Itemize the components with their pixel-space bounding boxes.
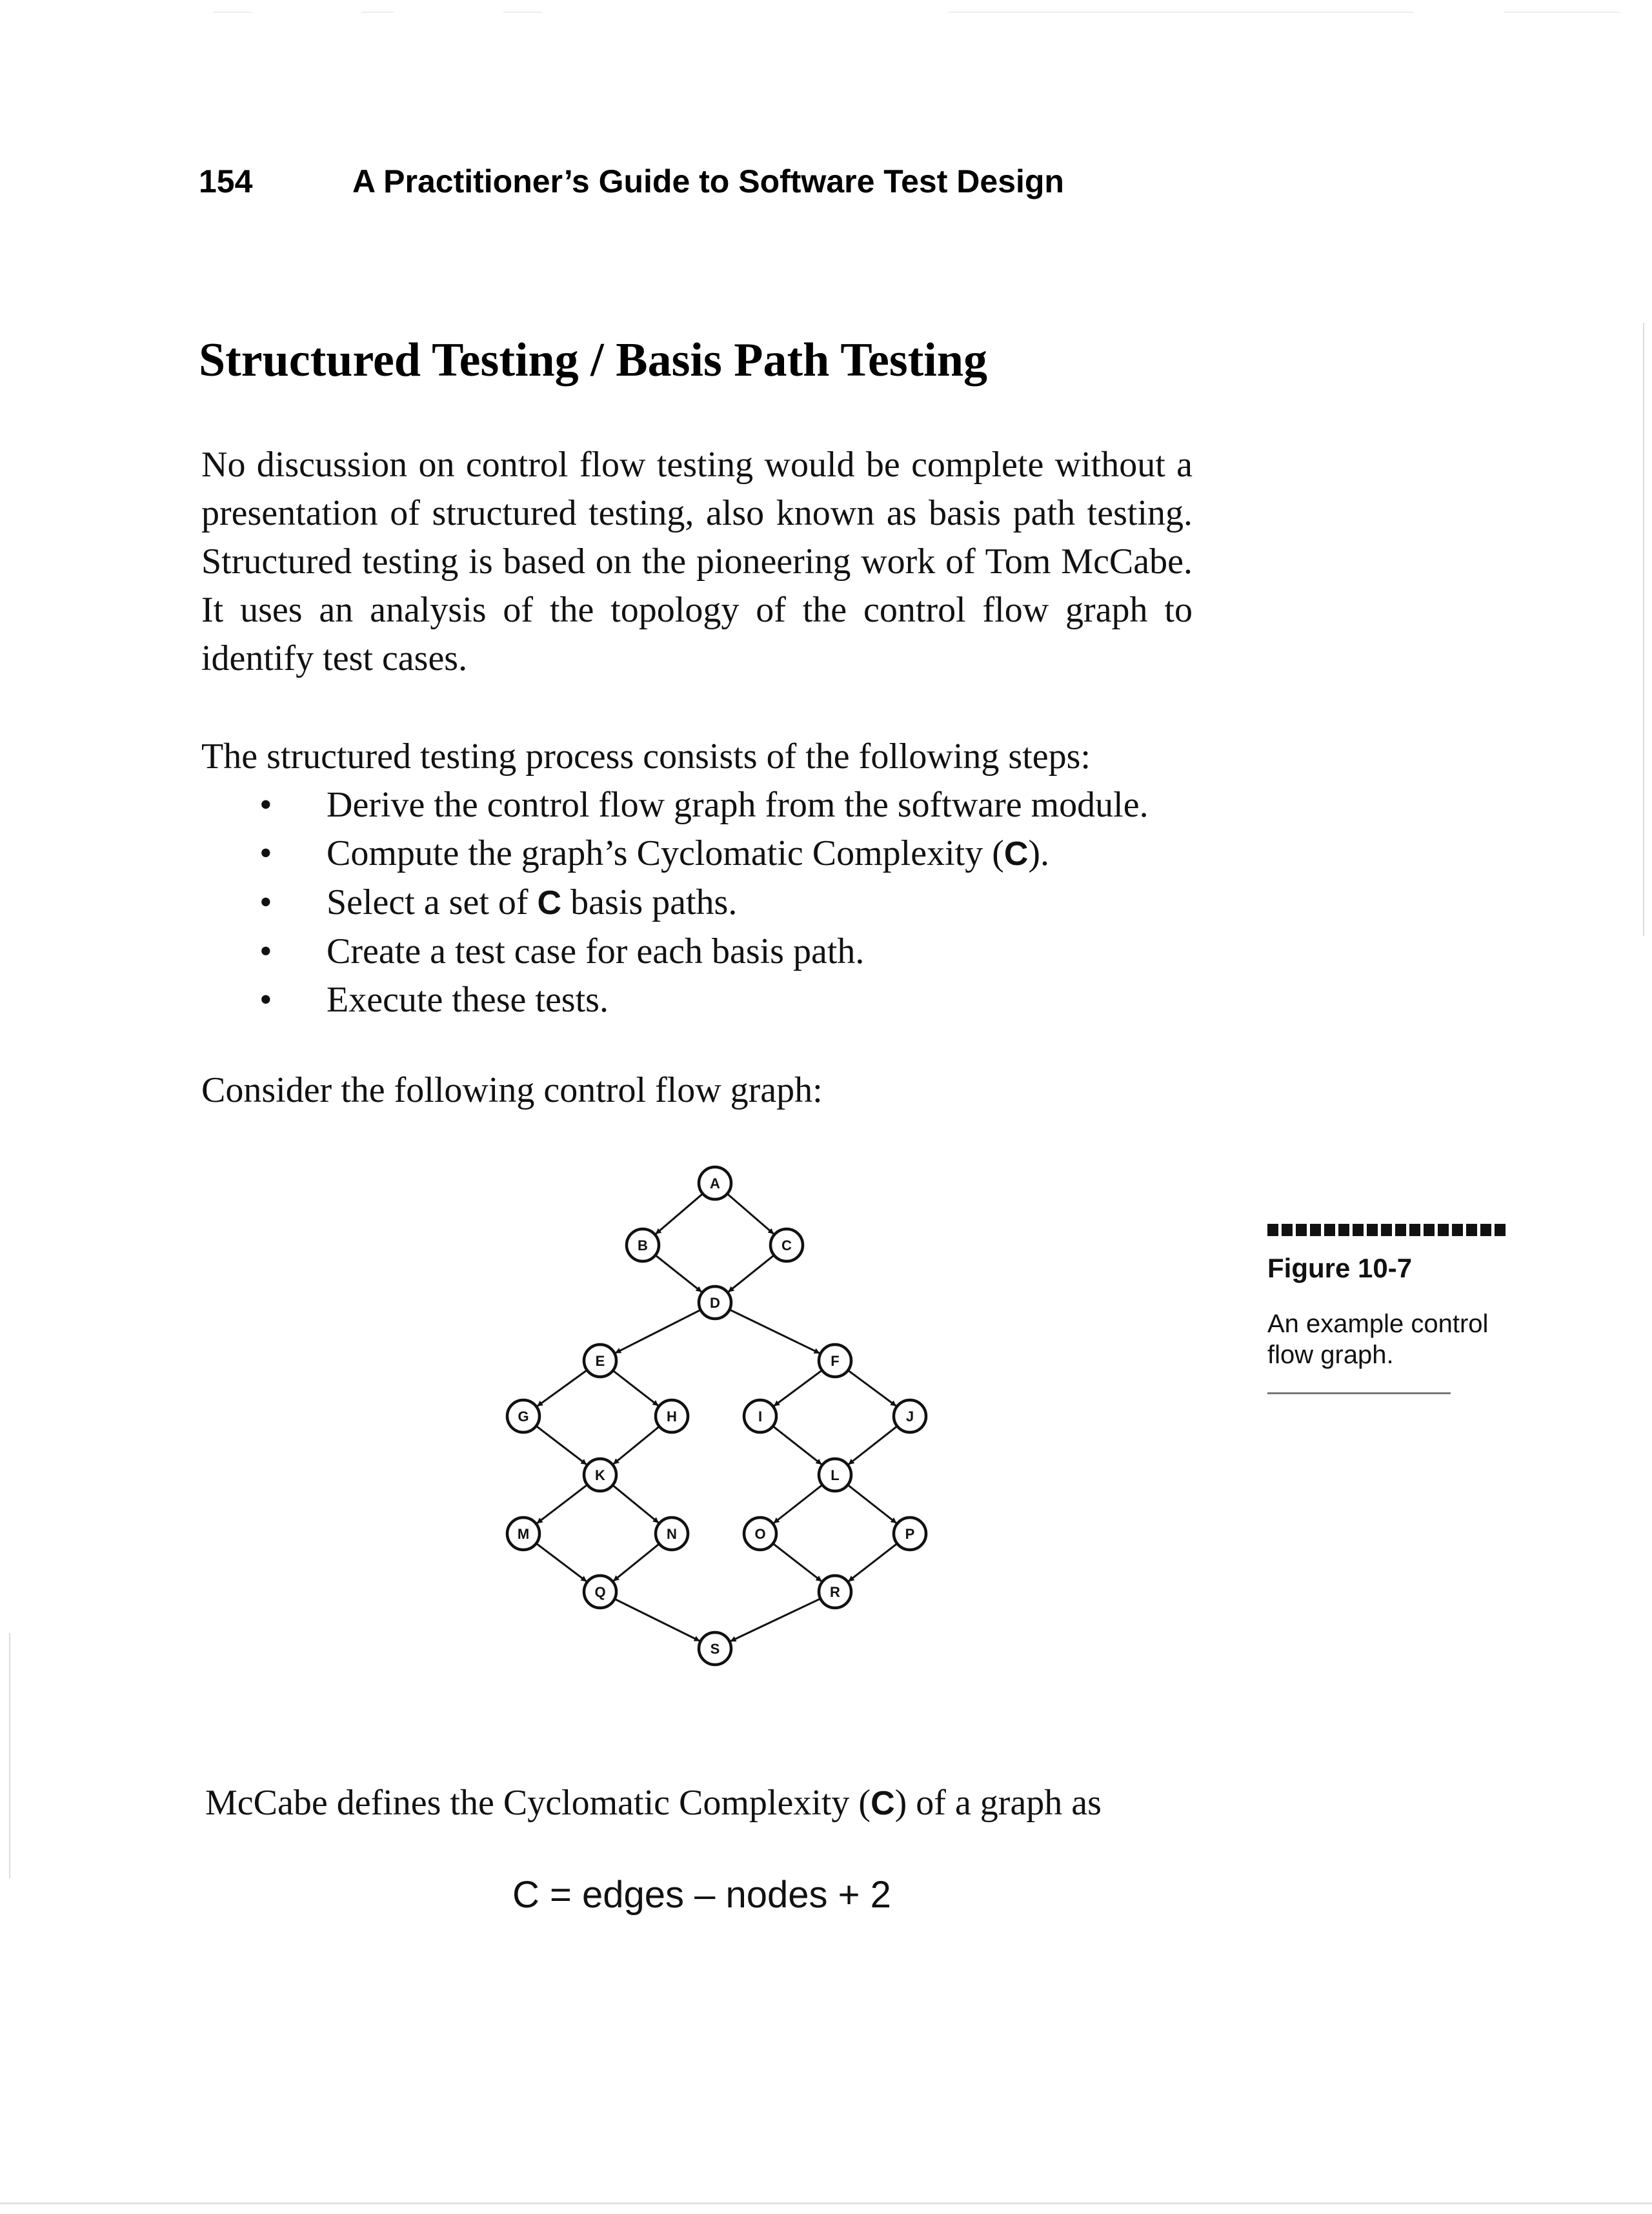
bullet-icon: • xyxy=(259,833,272,873)
bullet-icon: • xyxy=(259,931,272,971)
step-text: Derive the control flow graph from the software module. xyxy=(327,785,1149,825)
edge-L-P xyxy=(848,1485,897,1523)
edge-R-S xyxy=(730,1599,821,1641)
node-K xyxy=(584,1459,616,1491)
node-label: C xyxy=(781,1237,792,1254)
step-text-before: Select a set of xyxy=(327,882,538,922)
intro-paragraph: No discussion on control flow testing would be complete without a presentation of structured testing, also known as basis path testing. Structured testing is based on the pioneering work of Tom McCabe. It uses an analysis of the topology of the control flow graph to identify test cases. xyxy=(201,445,1193,678)
complexity-symbol: C xyxy=(871,1785,895,1822)
step-text-after: basis paths. xyxy=(561,882,738,922)
edge-I-L xyxy=(773,1426,822,1465)
node-label: H xyxy=(667,1408,677,1425)
edge-E-G xyxy=(537,1370,587,1407)
scan-mark-left xyxy=(9,1633,10,1878)
edge-K-M xyxy=(537,1485,587,1523)
running-header xyxy=(199,163,1064,200)
steps-list xyxy=(201,781,1234,1024)
steps-block xyxy=(201,733,1234,1024)
node-label: Q xyxy=(594,1584,606,1600)
node-O xyxy=(744,1518,776,1550)
node-label: B xyxy=(638,1237,648,1254)
node-F xyxy=(819,1345,851,1377)
node-G xyxy=(507,1400,539,1432)
edge-M-Q xyxy=(536,1543,587,1581)
section-heading: Structured Testing / Basis Path Testing xyxy=(199,334,987,387)
node-label: I xyxy=(758,1408,763,1425)
bullet-icon: • xyxy=(259,980,272,1020)
node-P xyxy=(894,1518,926,1550)
edge-K-N xyxy=(612,1485,659,1523)
edge-F-J xyxy=(848,1370,896,1407)
node-M xyxy=(507,1518,539,1550)
step-item xyxy=(201,878,1234,928)
step-item xyxy=(201,928,1234,976)
figure-caption-text: An example control flow graph. xyxy=(1267,1310,1489,1369)
node-S xyxy=(699,1632,731,1665)
node-label: F xyxy=(831,1353,840,1369)
bullet-icon: • xyxy=(259,785,272,825)
node-label: K xyxy=(595,1467,605,1483)
scan-mark-right xyxy=(1643,323,1644,936)
definition-sentence xyxy=(205,1779,1102,1828)
node-label: N xyxy=(667,1526,677,1542)
edge-A-B xyxy=(656,1193,703,1234)
node-label: L xyxy=(831,1467,840,1483)
node-label: A xyxy=(710,1175,720,1192)
page-edge-bottom xyxy=(0,2202,1652,2204)
step-item xyxy=(201,781,1234,829)
graph-intro: Consider the following control flow graph: xyxy=(201,1070,823,1110)
figure-caption xyxy=(1267,1224,1513,1394)
step-text-before: Compute the graph’s Cyclomatic Complexity ( xyxy=(327,833,1004,873)
definition-before: McCabe defines the Cyclomatic Complexity ( xyxy=(205,1783,871,1823)
node-H xyxy=(656,1400,688,1432)
node-label: J xyxy=(905,1408,914,1425)
control-flow-graph xyxy=(490,1149,942,1691)
node-A xyxy=(699,1167,731,1199)
cyclomatic-formula: C = edges – nodes + 2 xyxy=(512,1874,891,1916)
step-text: Execute these tests. xyxy=(327,980,609,1020)
node-L xyxy=(819,1459,851,1491)
edge-Q-S xyxy=(614,1599,700,1641)
node-I xyxy=(744,1400,776,1432)
node-E xyxy=(584,1345,616,1377)
edge-D-E xyxy=(615,1310,700,1353)
definition-after: ) of a graph as xyxy=(894,1783,1102,1823)
edge-D-F xyxy=(730,1310,820,1354)
node-label: D xyxy=(710,1295,720,1311)
node-J xyxy=(894,1400,926,1432)
step-text-after: ). xyxy=(1028,833,1050,873)
edge-F-I xyxy=(774,1370,822,1407)
caption-rule-top xyxy=(1267,1224,1507,1236)
edge-L-O xyxy=(774,1485,823,1523)
node-B xyxy=(627,1229,659,1261)
step-item xyxy=(201,829,1234,878)
step-text: Create a test case for each basis path. xyxy=(327,931,865,971)
caption-rule-bottom xyxy=(1267,1392,1451,1394)
node-C xyxy=(771,1229,803,1261)
node-label: M xyxy=(517,1526,530,1542)
edge-H-K xyxy=(613,1427,660,1465)
edge-C-D xyxy=(728,1255,774,1292)
complexity-symbol: C xyxy=(537,884,562,922)
page-edge-top xyxy=(0,12,1652,13)
edge-G-K xyxy=(536,1426,587,1465)
edge-E-H xyxy=(613,1370,659,1406)
node-label: E xyxy=(595,1353,605,1369)
page-number: 154 xyxy=(199,163,253,199)
edge-O-R xyxy=(773,1543,822,1581)
edge-J-L xyxy=(849,1426,898,1465)
book-title: A Practitioner’s Guide to Software Test Design xyxy=(352,163,1064,199)
node-D xyxy=(699,1286,731,1319)
steps-intro: The structured testing process consists of the following steps: xyxy=(201,736,1091,777)
node-Q xyxy=(584,1576,616,1608)
node-label: R xyxy=(830,1584,840,1600)
step-item xyxy=(201,976,1234,1024)
node-label: S xyxy=(710,1641,720,1657)
edge-P-R xyxy=(849,1543,898,1581)
complexity-symbol: C xyxy=(1003,835,1029,873)
node-N xyxy=(656,1518,688,1550)
edge-A-C xyxy=(727,1193,774,1234)
edge-B-D xyxy=(656,1255,702,1292)
bullet-icon: • xyxy=(259,882,272,922)
node-label: O xyxy=(754,1526,766,1542)
edge-N-Q xyxy=(613,1544,659,1581)
node-label: P xyxy=(905,1526,915,1542)
node-label: G xyxy=(518,1408,529,1425)
node-R xyxy=(819,1576,851,1608)
figure-label: Figure 10-7 xyxy=(1267,1253,1413,1283)
